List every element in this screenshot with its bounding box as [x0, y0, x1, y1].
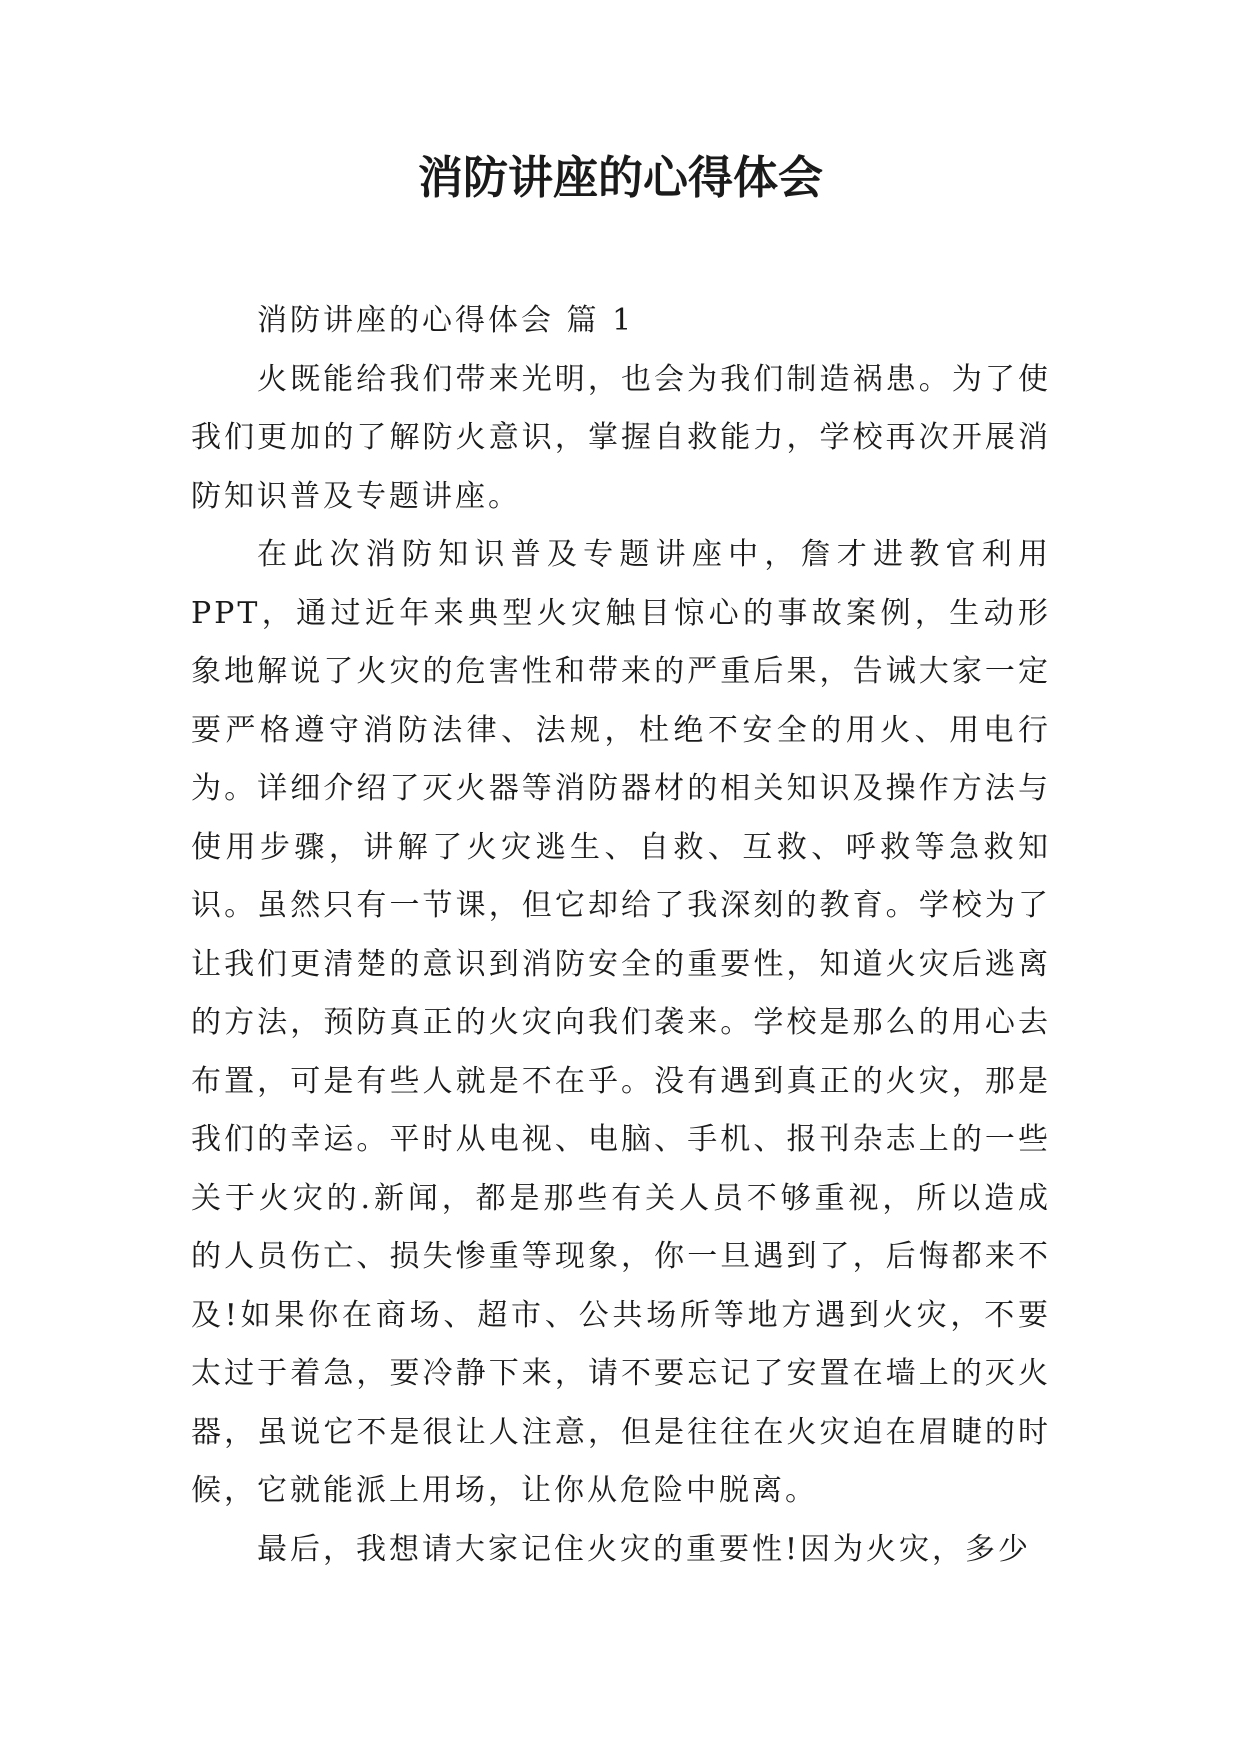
- paragraph-2: 在此次消防知识普及专题讲座中，詹才进教官利用 PPT，通过近年来典型火灾触目惊心的事故案例，生动形象地解说了火灾的危害性和带来的严重后果，告诫大家一定要严格遵守消防法律、法规，杜绝不安全的用火、用电行为。详细介绍了灭火器等消防器材的相关知识及操作方法与使用步骤，讲解了火灾逃生、自救、互救、呼救等急救知识。虽然只有一节课，但它却给了我深刻的教育。学校为了让我们更清楚的意识到消防安全的重要性，知道火灾后逃离的方法，预防真正的火灾向我们袭来。学校是那么的用心去布置，可是有些人就是不在乎。没有遇到真正的火灾，那是我们的幸运。平时从电视、电脑、手机、报刊杂志上的一些关于火灾的.新闻，都是那些有关人员不够重视，所以造成的人员伤亡、损失惨重等现象，你一旦遇到了，后悔都来不及!如果你在商场、超市、公共场所等地方遇到火灾，不要太过于着急，要冷静下来，请不要忘记了安置在墙上的灭火器，虽说它不是很让人注意，但是往往在火灾迫在眉睫的时候，它就能派上用场，让你从危险中脱离。: [191, 537, 1051, 1508]
- document-body: [191, 292, 1051, 1579]
- paragraph-3: 最后，我想请大家记住火灾的重要性!因为火灾，多少: [257, 1531, 1032, 1567]
- section-heading: 消防讲座的心得体会 篇 1: [257, 303, 635, 338]
- paragraph-1: 火既能给我们带来光明，也会为我们制造祸患。为了使我们更加的了解防火意识，掌握自救能力，学校再次开展消防知识普及专题讲座。: [191, 361, 1051, 514]
- document-title: 消防讲座的心得体会: [417, 151, 823, 204]
